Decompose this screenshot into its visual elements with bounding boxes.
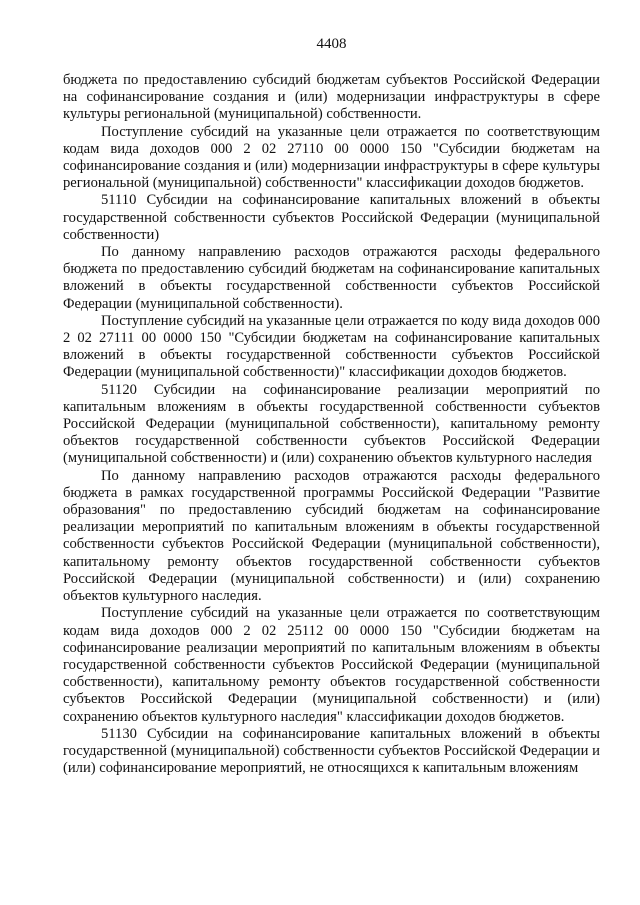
paragraph-2: Поступление субсидий на указанные цели отражается по соответствующим кодам вида доходов 000 2 02 27110 00 0000 150 "Субсидии бюджетам на софинансирование создания и (или) модернизации инфраструктуры в сфере культуры региональной (муниципальной) собственности" классификации доходов бюджетов. (63, 123, 600, 192)
section-heading-51130: 51130 Субсидии на софинансирование капитальных вложений в объекты государственной (муниципальной) собственности субъектов Российской Федерации и (или) софинансирование мероприятий, не относящихся к капитальным вложениям (63, 725, 600, 777)
paragraph-1: бюджета по предоставлению субсидий бюджетам субъектов Российской Федерации на софинансирование создания и (или) модернизации инфраструктуры в сфере культуры региональной (муниципальной) собственности. (63, 72, 600, 123)
paragraph-5: По данному направлению расходов отражаются расходы федерального бюджета в рамках государственной программы Российской Федерации "Развитие образования" по предоставлению субсидий бюджетам на софинансирование реализации мероприятий по капитальным вложениям в объекты государственной собственности субъектов Российской Федерации (муниципальной собственности), капитальному ремонту объектов государственной собственности субъектов Российской Федерации (муниципальной собственности) и (или) сохранению объектов культурного наследия. (63, 467, 600, 605)
section-heading-51110: 51110 Субсидии на софинансирование капитальных вложений в объекты государственной собственности субъектов Российской Федерации (муниципальной собственности) (63, 192, 600, 243)
section-heading-51120: 51120 Субсидии на софинансирование реализации мероприятий по капитальным вложениям в объекты государственной собственности субъектов Российской Федерации (муниципальной собственности), капитальному ремонту объектов государственной собственности субъектов Российской Федерации (муниципальной собственности) и (или) сохранению объектов культурного наследия (63, 381, 600, 467)
paragraph-3: По данному направлению расходов отражаются расходы федерального бюджета по предоставлению субсидий бюджетам на софинансирование капитальных вложений в объекты государственной собственности субъектов Российской Федерации (муниципальной собственности). (63, 244, 600, 312)
paragraph-4: Поступление субсидий на указанные цели отражается по коду вида доходов 000 2 02 27111 00 0000 150 "Субсидии бюджетам на софинансирование капитальных вложений в объекты государственной собственности субъектов Российской Федерации (муниципальной собственности)" классификации доходов бюджетов. (63, 312, 600, 381)
paragraph-6: Поступление субсидий на указанные цели отражается по соответствующим кодам вида доходов 000 2 02 25112 00 0000 150 "Субсидии бюджетам на софинансирование реализации мероприятий по капитальным вложениям в объекты государственной собственности субъектов Российской Федерации (муниципальной собственности), капитальному ремонту объектов государственной собственности субъектов Российской Федерации (муниципальной собственности) и (или) сохранению объектов культурного наследия" классификации доходов бюджетов. (63, 605, 600, 725)
document-page (63, 34, 600, 777)
page-number: 4408 (316, 36, 347, 52)
